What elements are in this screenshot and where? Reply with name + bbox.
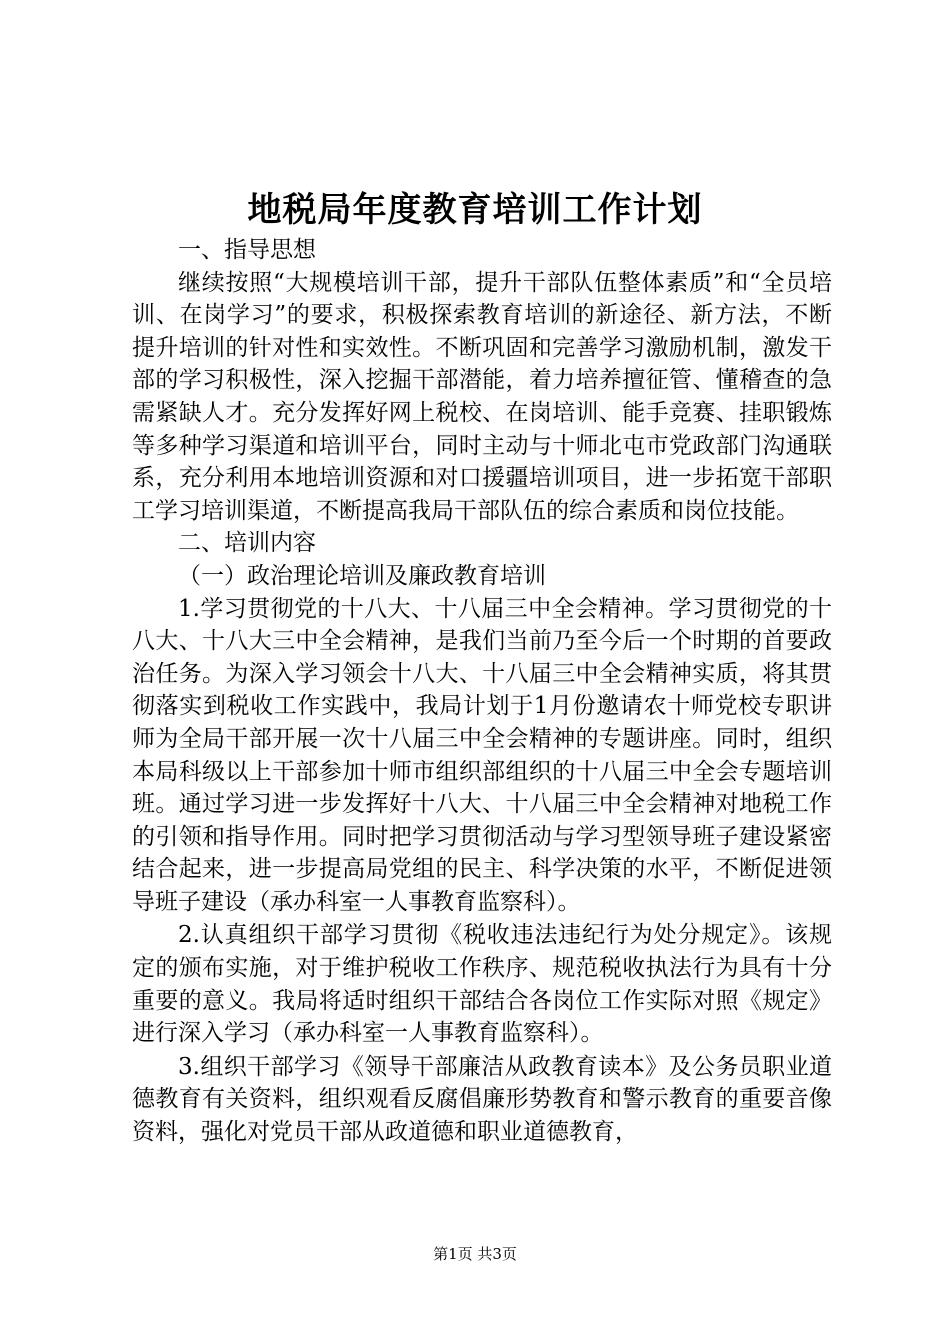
paragraph-item-2: 2.认真组织干部学习贯彻《税收违法违纪行为处分规定》。该规定的颁布实施，对于维护税收工作秩序、规范税收执法行为具有十分重要的意义。我局将适时组织干部结合各岗位工作实际对照《规定》进行深入学习（承办科室一人事教育监察科）。 xyxy=(132,922,832,1047)
paragraph-item-1: 1.学习贯彻党的十八大、十八届三中全会精神。学习贯彻党的十八大、十八大三中全会精神，是我们当前乃至今后一个时期的首要政治任务。为深入学习领会十八大、十八届三中全会精神实质，将其贯彻落实到税收工作实践中，我局计划于1月份邀请农十师党校专职讲师为全局干部开展一次十八届三中全会精神的专题讲座。同时，组织本局科级以上干部参加十师市组织部组织的十八届三中全会专题培训班。通过学习进一步发挥好十八大、十八届三中全会精神对地税工作的引领和指导作用。同时把学习贯彻活动与学习型领导班子建设紧密结合起来，进一步提高局党组的民主、科学决策的水平，不断促进领导班子建设（承办科室一人事教育监察科）。 xyxy=(132,595,832,915)
document-body xyxy=(132,234,832,1149)
section-heading-training-content: 二、培训内容 xyxy=(178,530,316,557)
subsection-heading-political-training: （一）政治理论培训及廉政教育培训 xyxy=(178,562,546,589)
paragraph-item-3: 3.组织干部学习《领导干部廉洁从政教育读本》及公务员职业道德教育有关资料，组织观看反腐倡廉形势教育和警示教育的重要音像资料，强化对党员干部从政道德和职业道德教育， xyxy=(132,1053,832,1146)
page-footer: 第1页 共3页 xyxy=(433,1245,517,1263)
section-heading-guiding-ideology: 一、指导思想 xyxy=(178,237,316,263)
document-title: 地税局年度教育培训工作计划 xyxy=(247,190,703,230)
paragraph-guiding-ideology: 继续按照“大规模培训干部，提升干部队伍整体素质”和“全员培训、在岗学习”的要求，积极探索教育培训的新途径、新方法，不断提升培训的针对性和实效性。不断巩固和完善学习激励机制，激发干部的学习积极性，深入挖掘干部潜能，着力培养擅征管、懂稽查的急需紧缺人才。充分发挥好网上税校、在岗培训、能手竞赛、挂职锻炼等多种学习渠道和培训平台，同时主动与十师北屯市党政部门沟通联系，充分利用本地培训资源和对口援疆培训项目，进一步拓宽干部职工学习培训渠道，不断提高我局干部队伍的综合素质和岗位技能。 xyxy=(132,269,832,524)
